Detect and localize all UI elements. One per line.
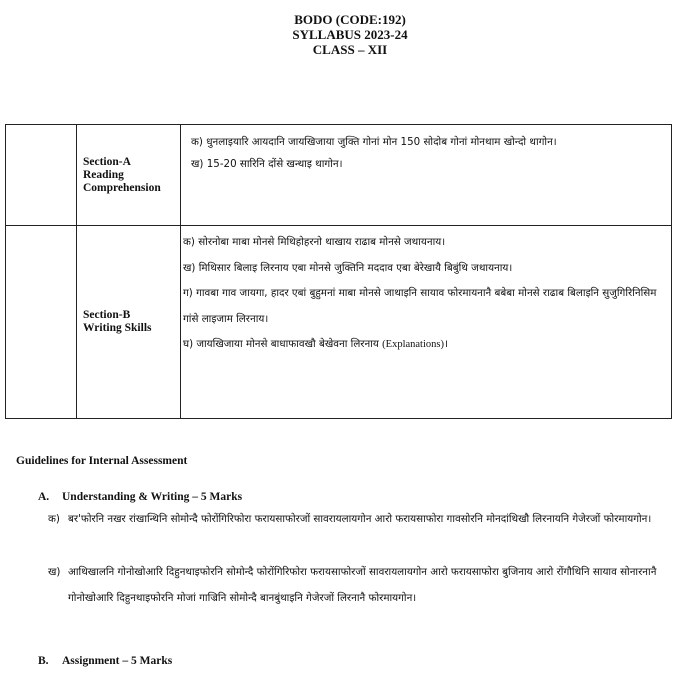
guidelines-section-b-heading bbox=[38, 655, 172, 667]
table-cell-empty bbox=[6, 125, 77, 226]
section-b-item: क) सोरनोबा माबा मोनसे मिथिहोहरनो थाखाय राढाब मोनसे जथायनाय। bbox=[183, 236, 446, 248]
section-letter: A. bbox=[38, 491, 50, 503]
section-b-item: ग) गावबा गाव जायगा, हादर एबां बुहुमनां माबा मोनसे जाथाइनि सायाव फोरमायनानै बबेबा मोनसे राढाब बिलाइनि सुजुगिरिनिसिम गांसे लाइजाम लिरनाय। bbox=[183, 287, 657, 325]
section-a-item: ख) 15-20 सारिनि दोंसे खन्थाइ थागोन। bbox=[191, 158, 343, 170]
section-b-label-cell bbox=[77, 226, 181, 419]
table-cell-empty bbox=[6, 226, 77, 419]
section-b-label: Section-B Writing Skills bbox=[83, 309, 152, 334]
item-marker: क) bbox=[48, 513, 60, 525]
section-a-content-cell bbox=[181, 125, 672, 226]
table-row-section-b bbox=[6, 226, 672, 419]
header-class: CLASS – XII bbox=[312, 42, 388, 57]
section-a-label: Section-A Reading Comprehension bbox=[83, 155, 161, 194]
section-a-label-cell bbox=[77, 125, 181, 226]
explanations-note: (Explanations)। bbox=[382, 339, 448, 350]
header-subject-code: BODO (CODE:192) bbox=[294, 12, 406, 27]
section-title: Assignment – 5 Marks bbox=[62, 655, 173, 667]
table-row-section-a bbox=[6, 125, 672, 226]
item-text: आथिखालनि गोनोखोआरि दिहुनथाइफोरनि सोमोन्दै फोरोंगिरिफोरा फरायसाफोरजों सावरायलायगोन आरो फरायसाफोरा बुजिनाय आरो रोंगौथिनि सायाव सोनारनानै गोनोखोआरि दिहुनथाइफोरनि मोजां गाज्रिनि सोमोन्दै बानबुंथाइनि गेजेरजों लिरनानै फोरमायगोन। bbox=[68, 566, 657, 604]
section-b-item: घ) जायखिजाया मोनसे बाधाफावखौ बेखेवना लिरनाय (Explanations)। bbox=[183, 338, 448, 350]
item-text: बर'फोरनि नखर रांखान्थिनि सोमोन्दै फोरोंगिरिफोरा फरायसाफोरजों सावरायलायगोन आरो फरायसाफोरा गावसोरनि मोनदांथिखौ लिरनायनि गेजेरजों फोरमायगोन। bbox=[68, 513, 652, 525]
section-title: Understanding & Writing – 5 Marks bbox=[62, 491, 243, 503]
guideline-item bbox=[48, 559, 668, 611]
guideline-item bbox=[48, 506, 668, 532]
guidelines-section-a-heading bbox=[38, 491, 242, 503]
section-letter: B. bbox=[38, 655, 49, 667]
section-b-content-cell bbox=[181, 226, 672, 419]
section-b-item: ख) मिथिसार बिलाइ लिरनाय एबा मोनसे जुक्तिनि मददाव एबा बेरेखायै बिबुंथि जथायनाय। bbox=[183, 261, 513, 274]
document-header bbox=[0, 12, 700, 57]
syllabus-table bbox=[5, 124, 672, 419]
guidelines-title: Guidelines for Internal Assessment bbox=[16, 455, 188, 467]
header-syllabus-year: SYLLABUS 2023-24 bbox=[292, 27, 408, 42]
section-a-item: क) धुनलाइयारि आयदानि जायखिजाया जुक्ति गोनां मोन 150 सोदोब गोनां मोनथाम खोन्दो थागोन। bbox=[191, 136, 557, 148]
item-marker: ख) bbox=[48, 566, 61, 578]
